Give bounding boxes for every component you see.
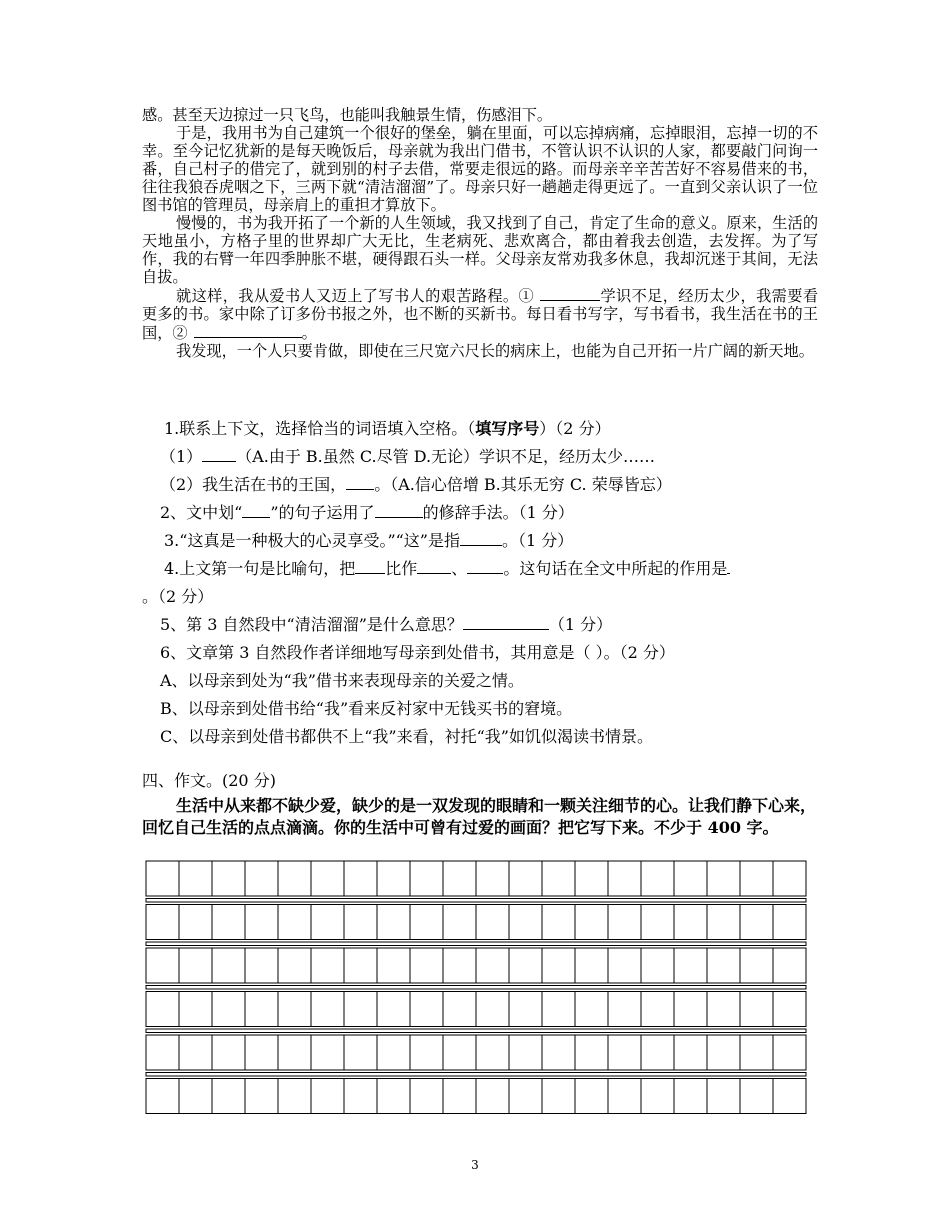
composition-section [142,769,818,839]
question-4-text-c: 、 [451,559,468,578]
question-3 [142,527,818,555]
question-5-score: （1 分） [548,615,613,634]
question-3-text: 3.“这真是一种极大的心灵享受。”“这”是指 [164,531,460,550]
page-number: 3 [471,1158,479,1172]
question-2-text-c: 的修辞手法。（1 分） [422,503,574,522]
question-1-2 [142,471,818,499]
passage-p4-part-1: 就这样，我从爱书人又迈上了写书人的艰苦路程。① [176,287,535,305]
answer-blank-4-4[interactable] [727,555,730,574]
question-1-2-options: 。（A.信心倍增 B.其乐无穷 C. 荣辱皆忘） [374,475,672,494]
answer-blank-4-3[interactable] [467,555,503,574]
answer-blank-4-2[interactable] [417,555,451,574]
question-1 [142,415,818,443]
answer-blank-4-1[interactable] [355,555,385,574]
question-list [142,415,818,751]
option-b: B、以母亲到处借书给“我”看来反衬家中无钱买书的窘境。 [160,699,573,718]
passage-paragraph-1: 感。甚至天边掠过一只飞鸟，也能叫我触景生情，伤感泪下。 [142,106,553,124]
answer-blank-3[interactable] [460,527,502,546]
question-5 [142,611,818,639]
grid-row-separator [146,899,806,903]
reading-passage [142,106,818,360]
passage-paragraph-4 [142,286,818,342]
question-4-continued [142,583,818,611]
question-1-score: ）（2 分） [539,419,611,438]
question-1-text: 1.联系上下文，选择恰当的词语填入空格。（ [164,419,476,438]
passage-paragraph-3: 慢慢的，书为我开拓了一个新的人生领域，我又找到了自己，肯定了生命的意义。原来，生活的天地虽小，方格子里的世界却广大无比，生老病死、悲欢离合，都由着我去创造，去发挥。为了写作，我的右臂一年四季肿胀不堪，硬得跟石头一样。父母亲友常劝我多休息，我却沉迷于其间，无法自拔。 [142,214,818,286]
option-c: C、以母亲到处借书都供不上“我”来看，衬托“我”如饥似渴读书情景。 [160,727,653,746]
composition-prompt: 生活中从来都不缺少爱，缺少的是一双发现的眼睛和一颗关注细节的心。让我们静下心来，回忆自己生活的点点滴滴。你的生活中可曾有过爱的画面？把它写下来。不少于 400 字。 [142,796,817,837]
answer-blank-1-1[interactable] [202,443,236,462]
grid-row-separator [146,942,806,946]
grid-row-separator [146,1029,806,1033]
question-4-text-b: 比作 [385,559,418,578]
writing-grid[interactable] [145,860,807,1118]
underline-sample [242,505,270,518]
fill-blank-1[interactable] [540,286,600,301]
fill-blank-2[interactable] [194,323,302,338]
grid-row-separator [146,986,806,990]
grid-row-separator [146,1073,806,1077]
question-4-score: 。（2 分） [142,587,214,606]
question-4 [142,555,818,583]
question-2-text-b: ”的句子运用了 [270,503,375,522]
answer-blank-5[interactable] [463,611,549,630]
answer-blank-2[interactable] [375,499,423,518]
passage-p4-part-3: 。 [301,324,317,342]
question-1-1-label: （1） [160,447,203,466]
question-6: 6、文章第 3 自然段作者详细地写母亲到处借书，其用意是（ ）。（2 分） [160,643,675,662]
question-2 [142,499,818,527]
composition-title: 四、作文。(20 分) [142,771,276,790]
passage-p4-part-2: 学识不足，经历太少，我需要看更多的书。家中除了订多份书报之外，也不断的买新书。每日看书写字，写书看书，我生活在书的王国，② [142,287,819,342]
passage-paragraph-2: 于是，我用书为自己建筑一个很好的堡垒，躺在里面，可以忘掉病痛，忘掉眼泪，忘掉一切的不幸。至今记忆犹新的是每天晚饭后，母亲就为我出门借书，不管认识不认识的人家，都要敲门问询一番，自己村子的借完了，就到别的村子去借，常要走很远的路。而母亲辛辛苦苦好不容易借来的书，往往我狼吞虎咽之下，三两下就“清洁溜溜”了。母亲只好一趟趟走得更远了。一直到父亲认识了一位图书馆的管理员，母亲肩上的重担才算放下。 [142,124,818,214]
question-1-2-text: （2）我生活在书的王国， [160,475,347,494]
question-4-text-a: 4.上文第一句是比喻句，把 [164,559,356,578]
question-3-score: 。（1 分） [502,531,574,550]
question-1-bold: 填写序号 [475,419,540,438]
question-4-text-d: 。这句话在全文中所起的作用是 [503,559,728,578]
passage-paragraph-5: 我发现，一个人只要肯做，即使在三尺宽六尺长的病床上，也能为自己开拓一片广阔的新天地。 [176,342,814,360]
question-1-1 [142,443,818,471]
question-2-text-a: 2、文中划“ [160,503,243,522]
answer-blank-1-2[interactable] [346,471,374,490]
question-5-text: 5、第 3 自然段中“清洁溜溜”是什么意思？ [160,615,463,634]
question-1-1-text: （A.由于 B.虽然 C.尽管 D.无论）学识不足，经历太少…… [236,447,656,466]
option-a: A、以母亲到处为“我”借书来表现母亲的关爱之情。 [160,671,524,690]
